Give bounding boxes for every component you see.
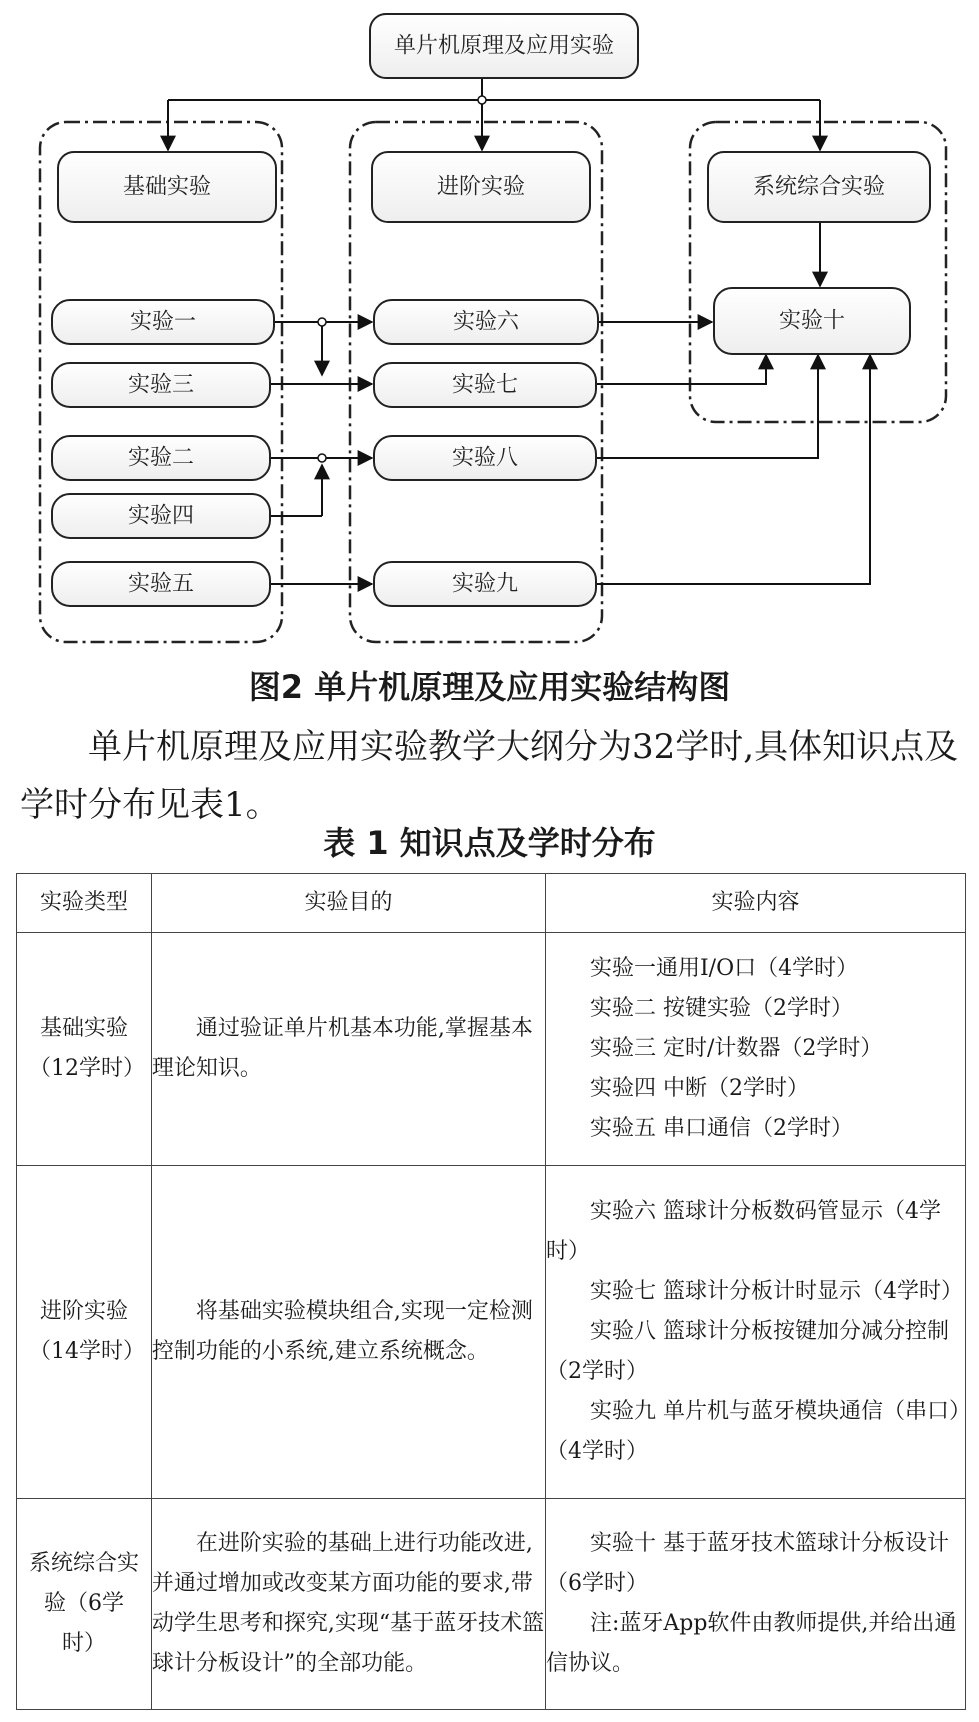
- node-label-exp7: 实验七: [451, 372, 519, 398]
- node-label-exp8: 实验八: [451, 445, 519, 471]
- type-text: 系统综合实验（6学时）: [28, 1551, 139, 1656]
- node-label-exp9: 实验九: [451, 571, 519, 597]
- content-line: 注:蓝牙App软件由教师提供,并给出通信协议。: [545, 1611, 957, 1676]
- knowledge-table: [16, 873, 966, 1710]
- table-header-row: [17, 874, 966, 933]
- table-row: [17, 1166, 966, 1499]
- purpose-text: 通过验证单片机基本功能,掌握基本理论知识。: [151, 1016, 533, 1081]
- content-line: 实验五 串口通信（2学时）: [589, 1116, 853, 1141]
- content-line: 实验一通用I/O口（4学时）: [589, 956, 859, 981]
- table-row: [17, 1499, 966, 1710]
- node-label-exp2: 实验二: [127, 445, 195, 471]
- root-label: 单片机原理及应用实验: [393, 33, 615, 59]
- purpose-text: 将基础实验模块组合,实现一定检测控制功能的小系统,建立系统概念。: [151, 1299, 533, 1364]
- group-label-basic: 基础实验: [122, 174, 212, 200]
- content-line: 实验六 篮球计分板数码管显示（4学时）: [545, 1199, 941, 1264]
- group-label-advanced: 进阶实验: [436, 174, 526, 200]
- purpose-cell: [151, 1499, 545, 1710]
- header-content: 实验内容: [545, 874, 965, 933]
- structure-diagram: [0, 0, 979, 655]
- content-cell: [545, 1166, 965, 1499]
- header-type: 实验类型: [17, 874, 152, 933]
- node-label-exp3: 实验三: [127, 372, 195, 398]
- content-line: 实验二 按键实验（2学时）: [589, 996, 853, 1021]
- content-cell: [545, 933, 965, 1166]
- type-text: 基础实验（12学时）: [28, 1016, 145, 1081]
- content-line: 实验八 篮球计分板按键加分减分控制（2学时）: [545, 1319, 949, 1384]
- type-cell: [17, 1166, 152, 1499]
- content-line: 实验九 单片机与蓝牙模块通信（串口）（4学时）: [545, 1399, 960, 1464]
- header-purpose: 实验目的: [151, 874, 545, 933]
- content-line: 实验十 基于蓝牙技术篮球计分板设计（6学时）: [545, 1531, 949, 1596]
- type-cell: [17, 1499, 152, 1710]
- content-line: 实验三 定时/计数器（2学时）: [589, 1036, 883, 1061]
- body-paragraph: 单片机原理及应用实验教学大纲分为32学时,具体知识点及学时分布见表1。: [20, 727, 959, 825]
- purpose-text: 在进阶实验的基础上进行功能改进,并通过增加或改变某方面功能的要求,带动学生思考和探究,实现“基于蓝牙技术篮球计分板设计”的全部功能。: [151, 1531, 545, 1676]
- table-caption: 表 1 知识点及学时分布: [323, 824, 656, 862]
- type-cell: [17, 933, 152, 1166]
- group-label-system: 系统综合实验: [752, 174, 886, 200]
- table-row: [17, 933, 966, 1166]
- node-label-exp5: 实验五: [127, 571, 195, 597]
- node-label-exp4: 实验四: [127, 503, 195, 529]
- purpose-cell: [151, 1166, 545, 1499]
- figure-caption: 图2 单片机原理及应用实验结构图: [248, 668, 731, 706]
- node-label-exp6: 实验六: [452, 309, 520, 335]
- content-cell: [545, 1499, 965, 1710]
- content-line: 实验七 篮球计分板计时显示（4学时）: [589, 1279, 963, 1304]
- purpose-cell: [151, 933, 545, 1166]
- content-line: 实验四 中断（2学时）: [589, 1076, 809, 1101]
- node-label-exp10: 实验十: [778, 308, 846, 334]
- node-label-exp1: 实验一: [129, 309, 197, 335]
- type-text: 进阶实验（14学时）: [28, 1299, 145, 1364]
